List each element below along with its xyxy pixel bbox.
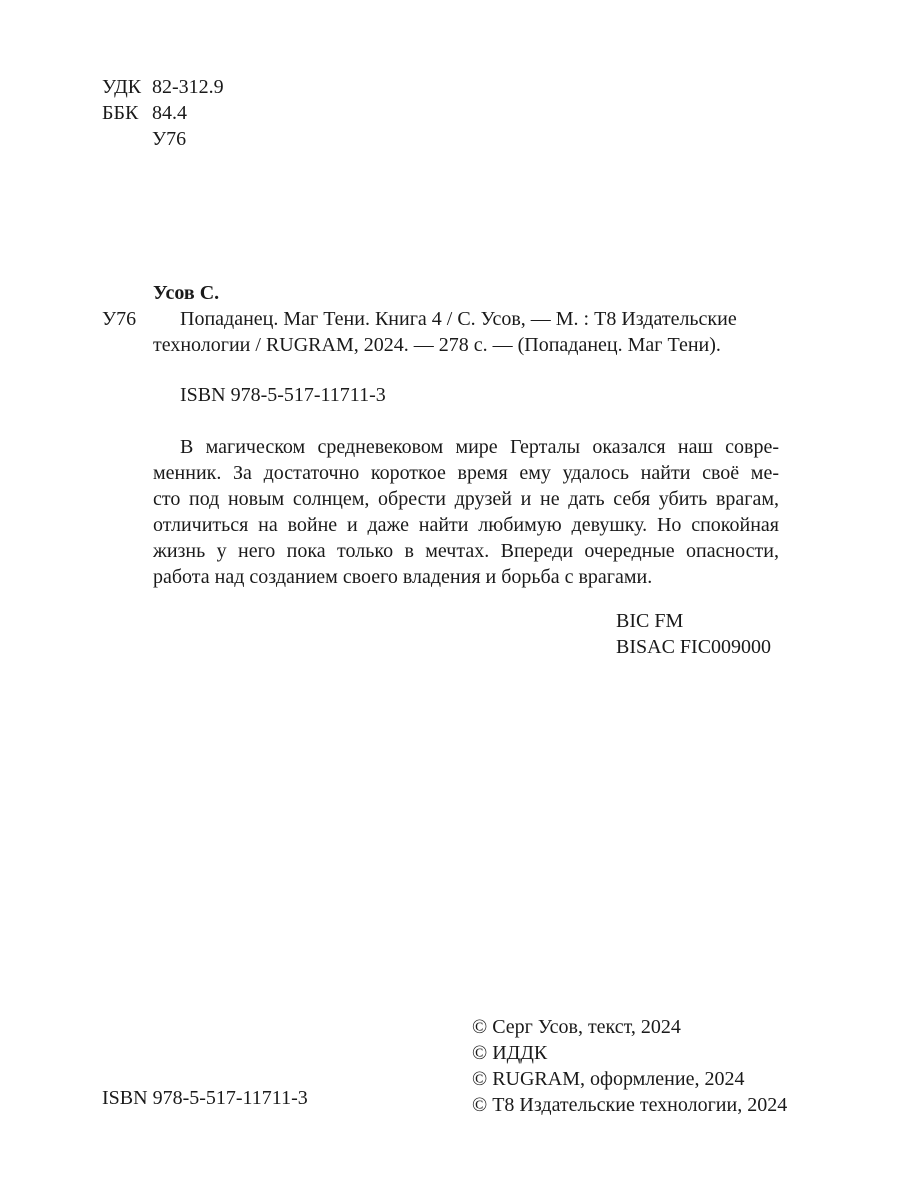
- copyright-line: © ИДДК: [472, 1042, 548, 1064]
- annotation-line: работа над созданием своего владения и борьба с врагами.: [153, 566, 653, 588]
- annotation-line: В магическом средневековом мире Герталы оказался наш совре-: [180, 436, 779, 458]
- author-mark-row: [102, 126, 224, 152]
- annotation-line: сто под новым солнцем, обрести друзей и не дать себя убить врагам,: [153, 488, 779, 510]
- bbk-row: [102, 100, 224, 126]
- author-mark-top: У76: [152, 128, 187, 150]
- bic-code: BIC FM: [616, 610, 684, 632]
- copyright-line: © Т8 Издательские технологии, 2024: [472, 1094, 788, 1116]
- subject-codes: [616, 608, 771, 660]
- isbn-record: ISBN 978-5-517-11711-3: [180, 384, 386, 406]
- bisac-code: BISAC FIC009000: [616, 636, 772, 658]
- annotation-line: жизнь у него пока только в мечтах. Впереди очередные опасности,: [153, 540, 779, 562]
- annotation-line: отличиться на войне и даже найти любимую девушку. Но спокойная: [153, 514, 779, 536]
- udk-row: [102, 74, 224, 100]
- bib-record-line-1: Попаданец. Маг Тени. Книга 4 / С. Усов, — М. : Т8 Издательские: [180, 308, 737, 330]
- copyright-block: [472, 1014, 787, 1118]
- copyright-line: © Серг Усов, текст, 2024: [472, 1016, 681, 1038]
- bbk-value: 84.4: [152, 102, 187, 124]
- bbk-label: ББК: [102, 102, 139, 124]
- bib-record-line-2: технологии / RUGRAM, 2024. — 278 с. — (Попаданец. Маг Тени).: [153, 334, 721, 356]
- annotation-line: менник. За достаточно короткое время ему удалось найти своё ме-: [153, 462, 779, 484]
- author-heading: Усов С.: [153, 282, 220, 304]
- copyright-line: © RUGRAM, оформление, 2024: [472, 1068, 745, 1090]
- annotation-paragraph: [153, 434, 779, 590]
- isbn-footer: ISBN 978-5-517-11711-3: [102, 1087, 308, 1109]
- author-mark-margin: У76: [102, 308, 137, 330]
- udk-value: 82-312.9: [152, 76, 224, 98]
- udk-label: УДК: [102, 76, 142, 98]
- classification-codes: [102, 74, 224, 152]
